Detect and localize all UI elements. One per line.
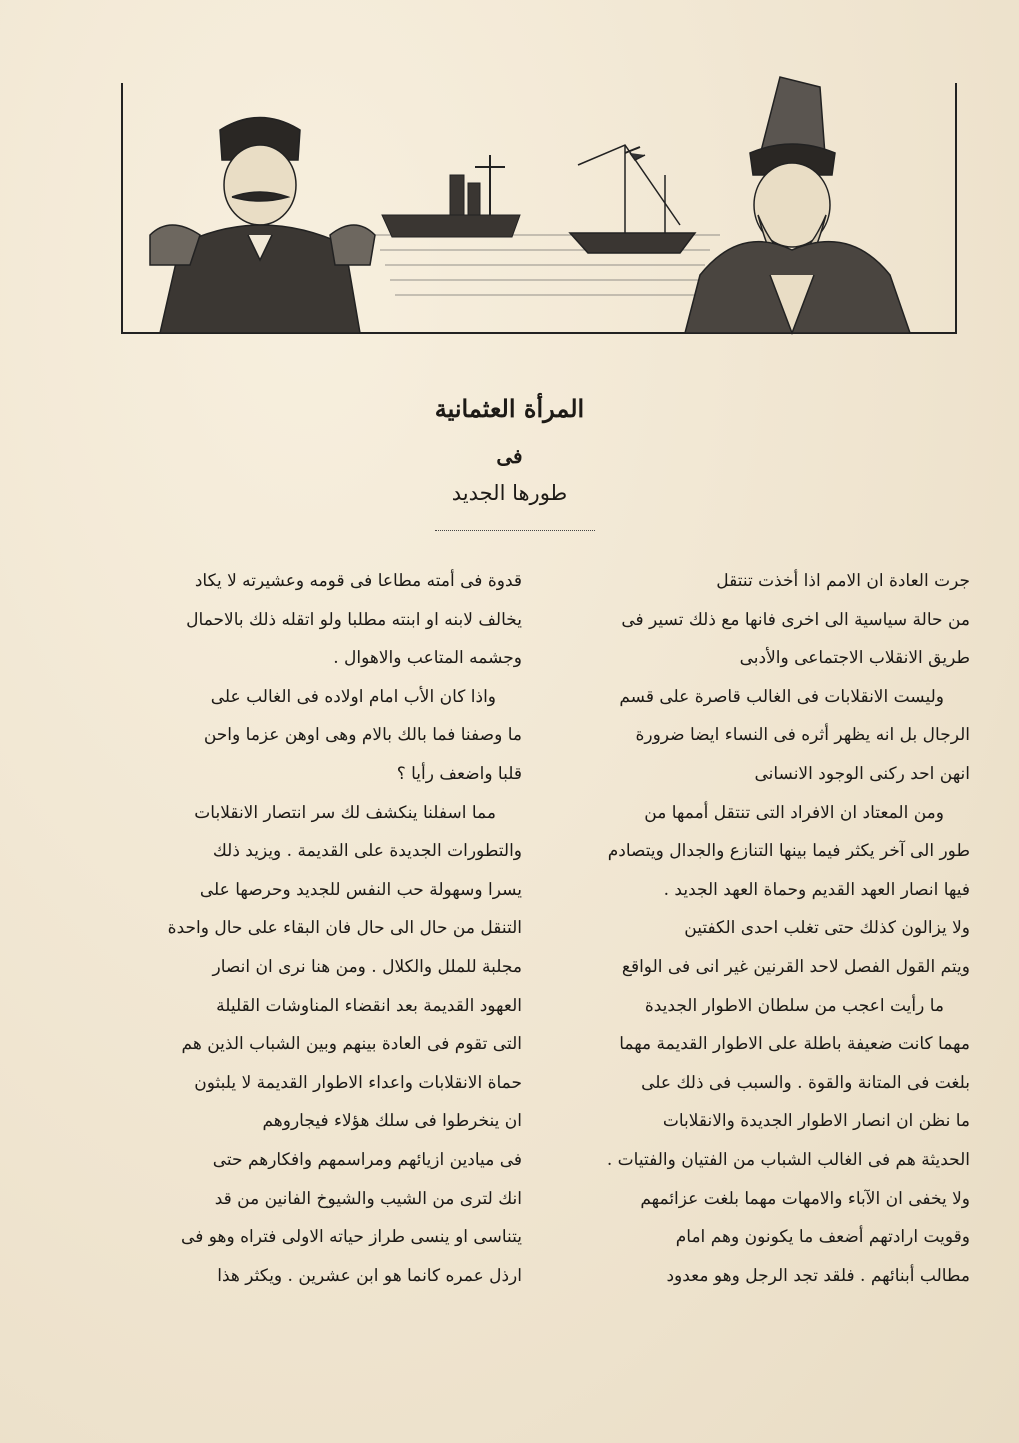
text-line: التنقل من حال الى حال فان البقاء على حال واحدة [167, 918, 522, 939]
text-line: انهن احد ركنى الوجود الانسانى [754, 763, 970, 784]
text-line: مما اسفلنا ينكشف لك سر انتصار الانقلابات [194, 802, 496, 823]
text-line: ما نظن ان انصار الاطوار الجديدة والانقلابات [662, 1111, 970, 1132]
dervish-portrait [685, 77, 910, 333]
text-line: وليست الانقلابات فى الغالب قاصرة على قسم [619, 686, 944, 707]
illustration-svg [120, 75, 958, 337]
text-line: انك لترى من الشيب والشيوخ الفانين من قد [214, 1188, 522, 1209]
text-line: يخالف لابنه او ابنته مطلبا ولو اتقله ذلك بالاحمال [186, 609, 522, 630]
text-line: ارذل عمره كانما هو ابن عشرين . ويكثر هذا [217, 1265, 522, 1286]
text-line: قلبا واضعف رأيا ؟ [396, 763, 522, 784]
text-line: وقويت ارادتهم أضعف ما يكونون وهم امام [675, 1227, 970, 1248]
text-line: الحديثة هم فى الغالب الشباب من الفتيان والفتيات . [606, 1149, 970, 1170]
text-line: ومن المعتاد ان الافراد التى تنتقل أممها من [644, 802, 944, 823]
article-title-connector: فى [496, 444, 523, 468]
text-line: ويتم القول الفصل لاحد القرنين غير انى فى الواقع [621, 956, 970, 977]
text-line: مطالب أبنائهم . فلقد تجد الرجل وهو معدود [666, 1265, 970, 1286]
text-line: من حالة سياسية الى اخرى فانها مع ذلك تسير فى [621, 609, 970, 630]
text-line: جرت العادة ان الامم اذا أخذت تنتقل [716, 571, 970, 591]
text-line: يتناسى او ينسى طراز حياته الاولى فتراه وهو فى [181, 1227, 522, 1248]
text-line: التى تقوم فى العادة بينهم وبين الشباب الذين هم [181, 1034, 522, 1055]
text-line: ولا يزالون كذلك حتى تغلب احدى الكفتين [684, 918, 970, 939]
text-line: قدوة فى أمته مطاعا فى قومه وعشيرته لا يكاد [194, 571, 522, 591]
text-line: واذا كان الأب امام اولاده فى الغالب على [210, 686, 496, 707]
header-illustration [120, 75, 958, 337]
text-line: فيها انصار العهد القديم وحماة العهد الجديد . [663, 879, 970, 900]
steamship-drawing [382, 155, 520, 237]
text-line: ما رأيت اعجب من سلطان الاطوار الجديدة [644, 995, 944, 1016]
text-line: مجلبة للملل والكلال . ومن هنا نرى ان انصار [212, 956, 522, 977]
text-line: ولا يخفى ان الآباء والامهات مهما بلغت عزائمهم [640, 1188, 970, 1209]
text-line: الرجال بل انه يظهر أثره فى النساء ايضا ضرورة [635, 725, 970, 746]
text-column-right [550, 562, 970, 1295]
text-line: طور الى آخر يكثر فيما بينها التنازع والجدال ويتصادم [607, 841, 970, 862]
text-line: فى ميادين ازيائهم ومراسمهم وافكارهم حتى [212, 1149, 522, 1170]
sailing-ship-drawing [570, 145, 695, 253]
text-line: ما وصفنا فما بالك بالام وهى اوهن عزما واحن [203, 725, 522, 746]
text-column-left [102, 562, 522, 1295]
article-title-block [0, 392, 1019, 510]
text-line: مهما كانت ضعيفة باطلة على الاطوار القديمة مهما [619, 1034, 970, 1055]
text-line: وجشمه المتاعب والاهوال . [333, 648, 522, 669]
text-line: بلغت فى المتانة والقوة . والسبب فى ذلك على [641, 1072, 970, 1093]
article-subtitle: طورها الجديد [451, 481, 568, 505]
text-line: حماة الانقلابات واعداء الاطوار القديمة لا يلبثون [194, 1072, 522, 1093]
text-line: والتطورات الجديدة على القديمة . ويزيد ذلك [212, 841, 522, 862]
text-line: طريق الانقلاب الاجتماعى والأدبى [739, 648, 970, 669]
text-line: يسرا وسهولة حب النفس للجديد وحرصها على [199, 879, 522, 900]
title-divider [435, 530, 595, 533]
officer-portrait [150, 118, 375, 334]
text-line: العهود القديمة بعد انقضاء المناوشات القليلة [216, 995, 522, 1016]
article-title: المرأة العثمانية [434, 394, 585, 423]
text-line: ان ينخرطوا فى سلك هؤلاء فيجاروهم [262, 1111, 522, 1132]
